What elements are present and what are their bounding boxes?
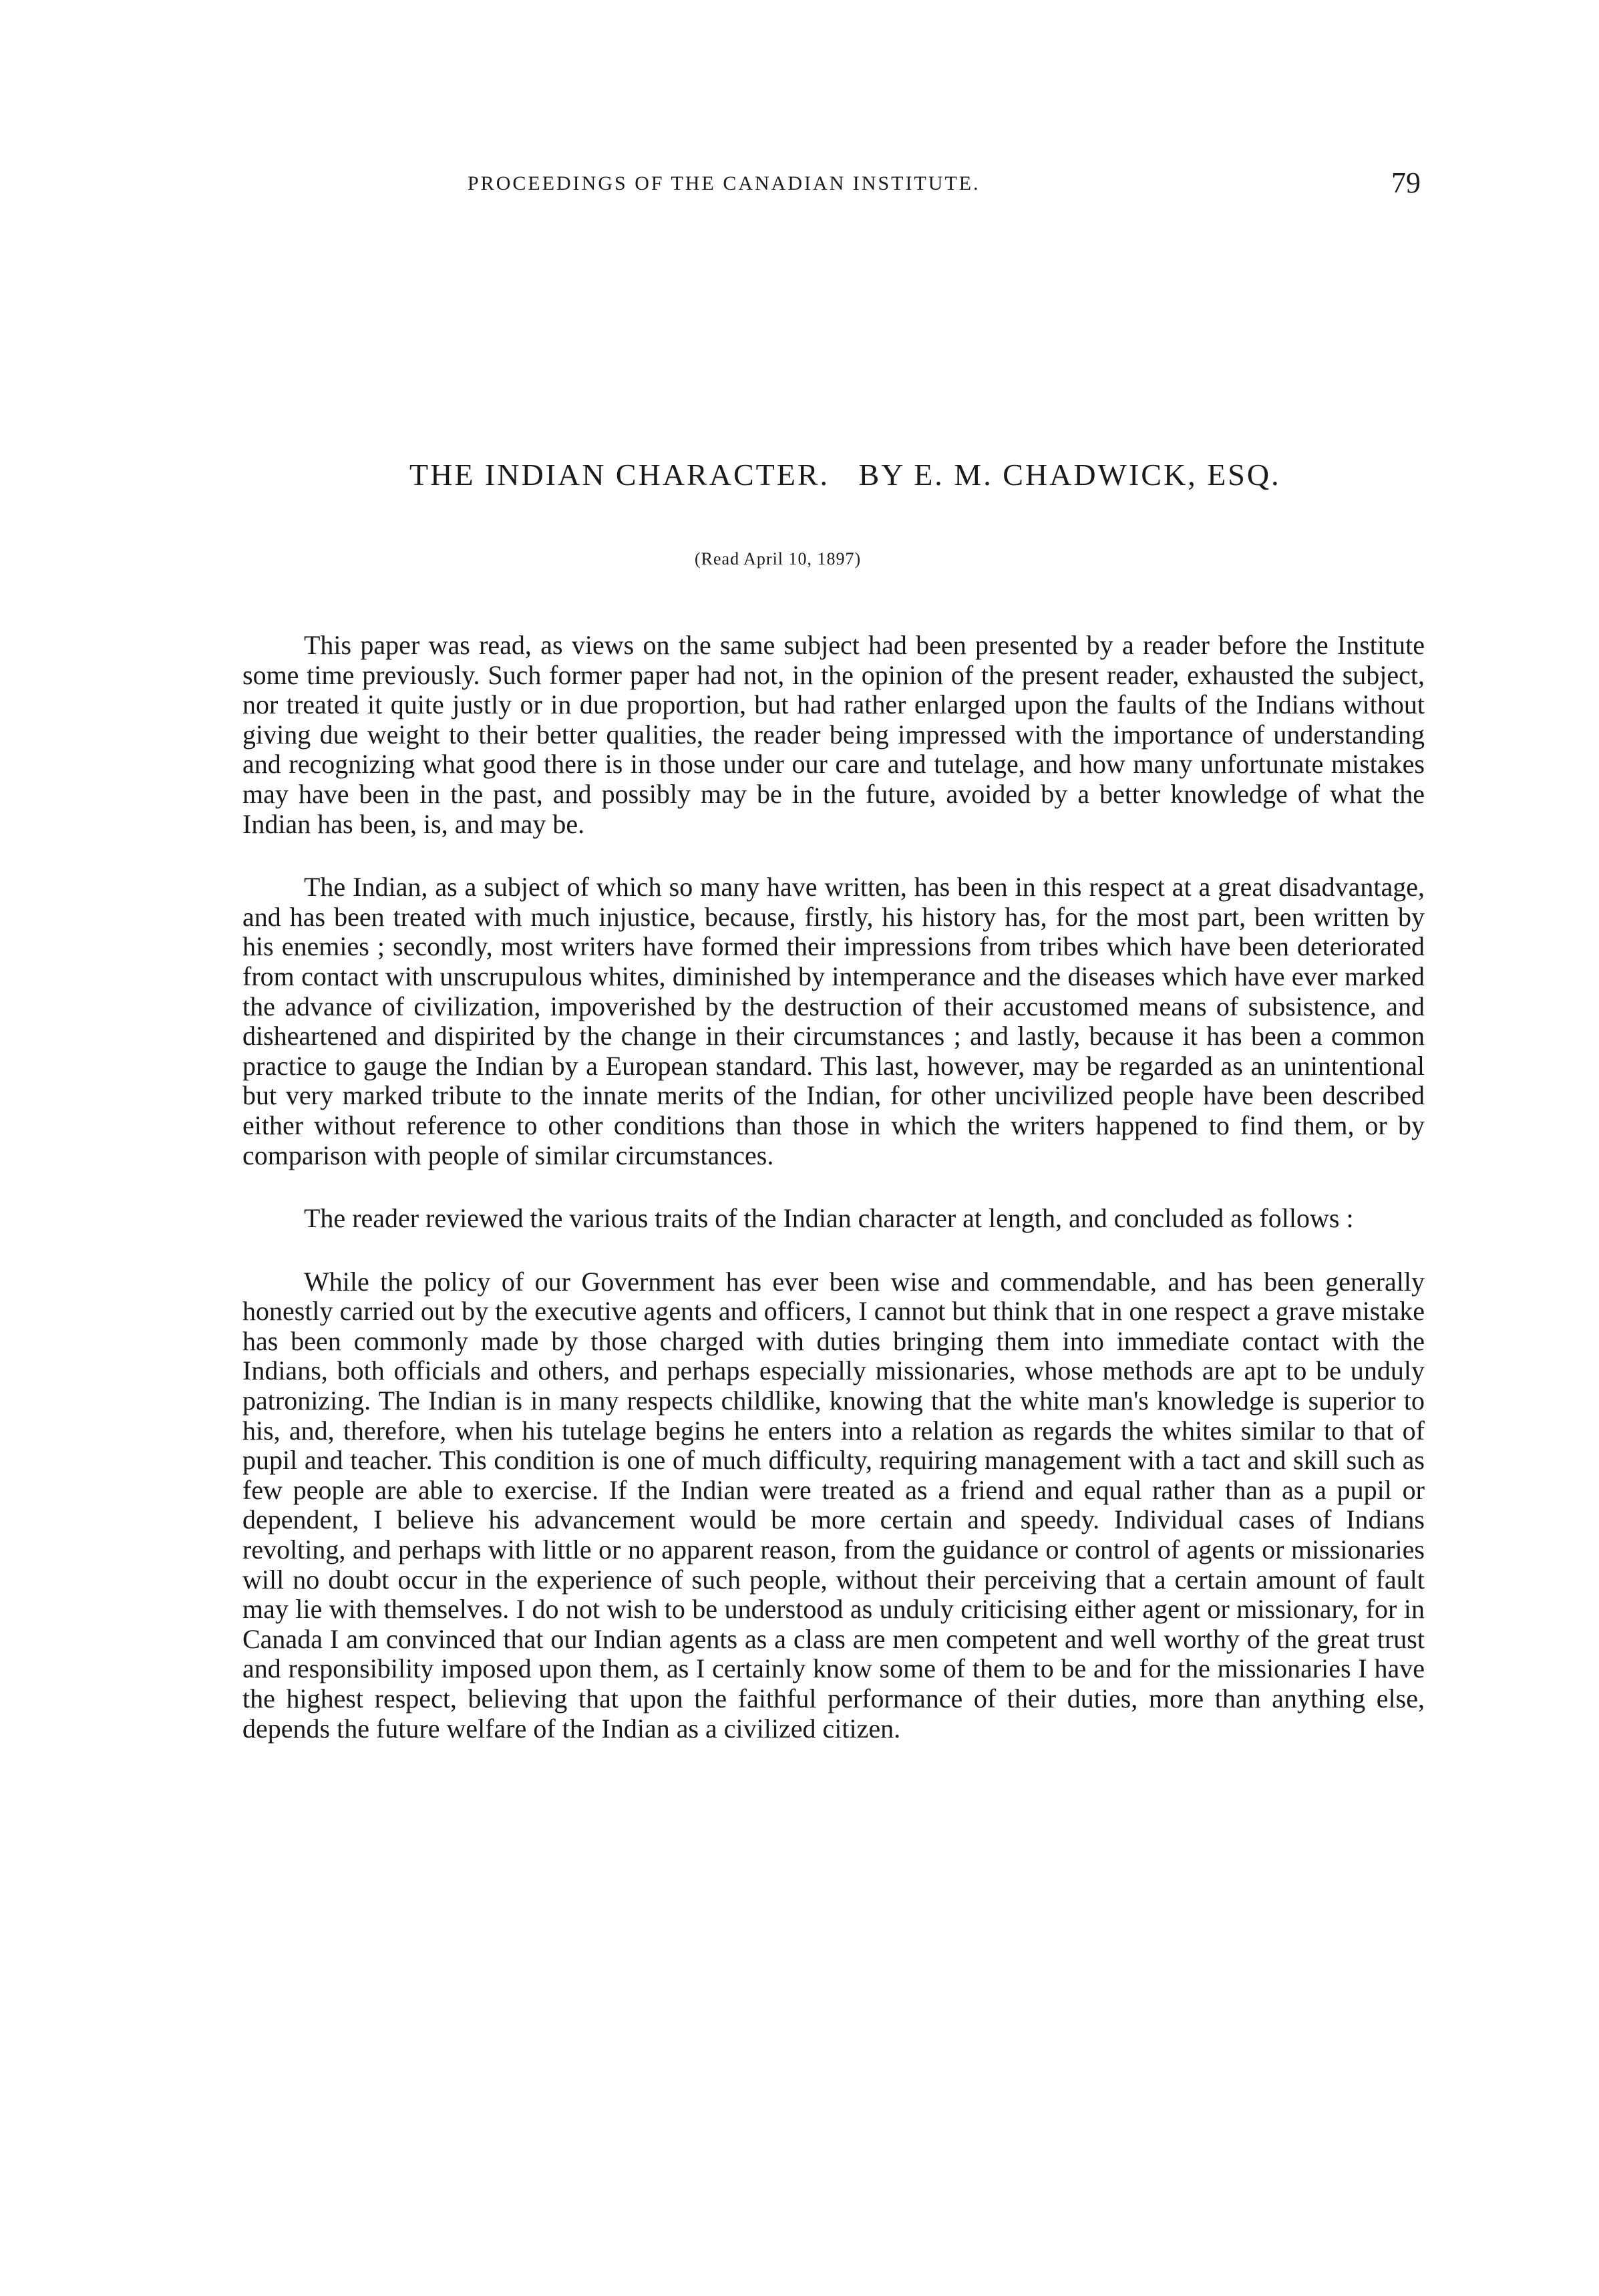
running-head: PROCEEDINGS OF THE CANADIAN INSTITUTE. — [468, 172, 981, 194]
paragraph: The reader reviewed the various traits of the Indian character at length, and concluded as follows : — [304, 1203, 1354, 1234]
paragraph: The Indian, as a subject of which so many have written, has been in this respect at a great disadvantage, and has been treated with much injustice, because, firstly, his history has, for the most part, been written by his enemies ; secondly, most writers have formed their impressions from tribes which have been deteriorated from contact with unscrupulous whites, diminished by intemperance and the diseases which have ever marked the advance of civilization, impoverished by the destruction of their accustomed means of subsistence, and disheartened and dispirited by the change in their circumstances ; and lastly, because it has been a common practice to gauge the Indian by a European standard. This last, however, may be regarded as an unintentional but very marked tribute to the innate merits of the Indian, for other uncivilized people have been described either without reference to other conditions than those in which the writers happened to find them, or by comparison with people of similar circumstances. — [242, 872, 1425, 1170]
page-number: 79 — [1391, 166, 1421, 199]
paragraph: While the policy of our Government has ever been wise and commendable, and has been generally honestly carried out by the executive agents and officers, I cannot but think that in one respect a grave mistake has been commonly made by those charged with duties bringing them into immediate contact with the Indians, both officials and others, and perhaps especially missionaries, whose methods are apt to be unduly patronizing. The Indian is in many respects childlike, knowing that the white man's knowledge is superior to his, and, therefore, when his tutelage begins he enters into a relation as regards the whites similar to that of pupil and teacher. This condition is one of much difficulty, requiring management with a tact and skill such as few people are able to exercise. If the Indian were treated as a friend and equal rather than as a pupil or dependent, I believe his advancement would be more certain and speedy. Individual cases of Indians revolting, and perhaps with little or no apparent reason, from the guidance or control of agents or missionaries will no doubt occur in the experience of such people, without their perceiving that a certain amount of fault may lie with themselves. I do not wish to be understood as unduly criticising either agent or missionary, for in Canada I am convinced that our Indian agents as a class are men competent and well worthy of the great trust and responsibility imposed upon them, as I certainly know some of them to be and for the missionaries I have the highest respect, believing that upon the faithful performance of their duties, more than anything else, depends the future welfare of the Indian as a civilized citizen. — [242, 1266, 1425, 1744]
paragraph: This paper was read, as views on the same subject had been presented by a reader before the Institute some time previously. Such former paper had not, in the opinion of the present reader, exhausted the subject, nor treated it quite justly or in due proportion, but had rather enlarged upon the faults of the Indians without giving due weight to their better qualities, the reader being impressed with the importance of understanding and recognizing what good there is in those under our care and tutelage, and how many unfortunate mistakes may have been in the past, and possibly may be in the future, avoided by a better knowledge of what the Indian has been, is, and may be. — [242, 630, 1425, 839]
article-title: THE INDIAN CHARACTER. BY E. M. CHADWICK, ESQ. — [409, 458, 1281, 492]
read-date: (Read April 10, 1897) — [695, 549, 862, 568]
article-body — [242, 631, 1425, 1777]
